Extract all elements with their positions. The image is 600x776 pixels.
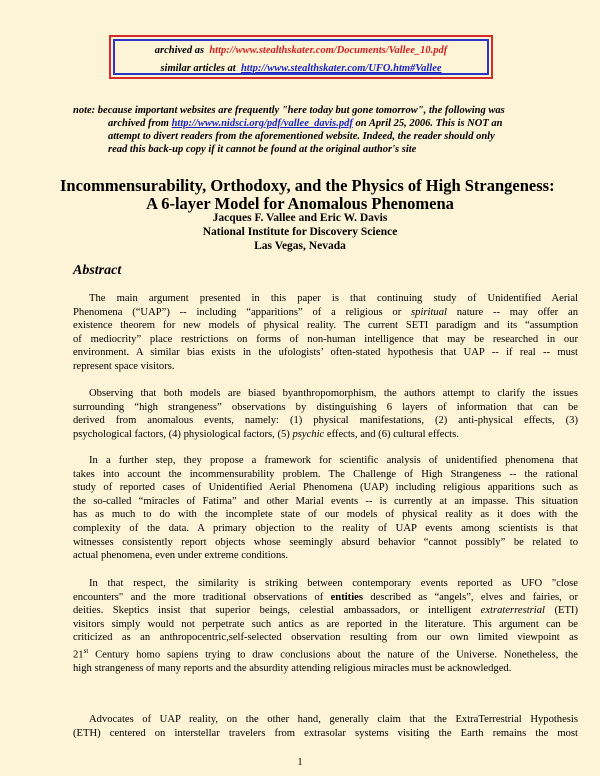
paragraph-line: witnesses consistently report objects whose seemingly absurd behavior “cannot possibly” be related to [73,536,578,548]
paper-location: Las Vegas, Nevada [254,240,346,252]
abstract-heading: Abstract [73,263,122,278]
text-run: described as “angels”, elves and fairies, or [362,591,578,603]
paragraph-line: In a further step, they propose a framework for scientific analysis of unidentified phenomena that [89,455,578,466]
paragraph-line: criticized as an anthropocentric,self-selected observation resulting from our own limited viewpoint as [73,632,578,644]
paragraph-line [73,645,578,662]
text-run: nature -- may offer an [446,306,578,318]
text-run: Century homo sapiens trying to draw conclusions about the nature of the Universe. Nonetheless, the [88,649,578,661]
archive-url[interactable]: http://www.stealthskater.com/Documents/Vallee_10.pdf [209,45,448,56]
emphasis-text: extraterrestrial [480,605,545,617]
archive-label: archived as [154,45,205,56]
abstract-paragraph-2 [73,387,578,441]
paragraph-line: environment. A similar bias exists in the ufologists’ often-stated hypothesis that UAP -- if real -- must [73,347,578,359]
paragraph-line [73,604,578,618]
abstract-paragraph-5 [73,713,578,740]
paragraph-line: has as much to do with the incomplete state of our models of physical reality as it does with the [73,509,578,521]
abstract-paragraph-3 [73,454,578,563]
paragraph-line: In that respect, the similarity is striking between contemporary events reported as UFO "close [89,578,578,589]
paragraph-line: surrounding “high strangeness” observations by distinguishing 6 layers of information that can be [73,401,578,413]
text-run: encounters" and the more traditional observations of [73,591,331,603]
text-run: deities. Skeptics insist that superior beings, celestial ambassadors, or intelligent [73,605,481,617]
paragraph-line: study of reported cases of Unidentified Aerial Phenomena (UAP) including religious apparitions such as [73,482,578,494]
note-text: archived from [108,118,172,129]
abstract-paragraph-4 [73,577,578,676]
paragraph-line [73,306,578,320]
page-number: 1 [297,757,303,768]
note-line: attempt to divert readers from the aforementioned website. Indeed, the reader should only [108,131,495,142]
paragraph-line: The main argument presented in this paper is that continuing study of Unidentified Aerial [89,293,578,304]
text-run: (ETI) [544,605,578,617]
paragraph-line: represent space visitors. [73,360,175,372]
paragraph-line: (ETH) centered on interstellar travelers from extrasolar systems visiting the Earth remains the most [73,727,578,739]
strong-text: entities [330,591,363,603]
emphasis-text: psychic [292,428,325,440]
note-line: note: because important websites are frequently "here today but gone tomorrow", the following was [73,105,505,116]
paragraph-line: derived from anomalous events, namely: (1) physical manifestations, (2) anti-physical effects, (3) [73,415,578,427]
paragraph-line: Observing that both models are biased byanthropomorphism, the authors attempt to clarify the issues [89,388,578,399]
note-line: read this back-up copy if it cannot be found at the original author's site [108,144,417,155]
paragraph-line: of mediocrity” place restrictions on forms of non-human intelligence that may be researched in our [73,333,578,345]
superscript: st [83,646,89,655]
note-line [73,117,578,130]
paragraph-line [73,428,578,442]
archive-box-inner-border [113,39,489,75]
paragraph-line: complexity of the data. A primary objection to the reality of UAP events among scientists is that [73,522,578,534]
similar-articles-line [115,63,487,74]
paragraph-line: existence theorem for new models of physical reality. The current SETI paradigm and its “assumption [73,320,578,332]
paragraph-line: takes into account the incommensurability problem. The Challenge of High Strangeness -- the rational [73,468,578,480]
text-run: psychological factors, (4) physiological factors, (5) [73,428,293,440]
text-run: 21 [73,649,84,661]
paragraph-line [73,591,578,605]
abstract-paragraph-1 [73,292,578,374]
paragraph-line: actual phenomena, even under extreme conditions. [73,550,289,562]
paragraph-line: Advocates of UAP reality, on the other hand, generally claim that the ExtraTerrestrial Hypothesis [89,714,578,725]
archive-line [115,45,487,56]
emphasis-text: spiritual [411,306,447,318]
nidsci-link[interactable]: http://www.nidsci.org/pdf/vallee_davis.pdf [171,118,353,129]
similar-articles-label: similar articles at [160,63,236,74]
note-text: on April 25, 2006. This is NOT an [352,118,503,129]
text-run: Phenomena (“UAP”) -- including “apparitions” of a religious or [73,306,412,318]
archive-note [73,104,578,156]
paper-authors: Jacques F. Vallee and Eric W. Davis [212,212,388,224]
similar-articles-link[interactable]: http://www.stealthskater.com/UFO.htm#Vallee [240,63,442,74]
paragraph-line: high strangeness of many reports and the absurdity attending religious miracles must be acknowledged. [73,663,512,675]
paragraph-line: the so-called “miracles of Fatima” and other Marial events -- is currently at an impasse. This situation [73,495,578,507]
text-run: effects, and (6) cultural effects. [324,428,459,440]
paper-institution: National Institute for Discovery Science [202,226,398,238]
paragraph-line: visitors simply would not perpetrate such antics as are reported in the literature. This argument can be [73,618,578,630]
paper-title-line1: Incommensurability, Orthodoxy, and the Physics of High Strangeness: [60,176,555,195]
archive-box [109,35,493,79]
paper-title-line2: A 6-layer Model for Anomalous Phenomena [146,194,454,213]
